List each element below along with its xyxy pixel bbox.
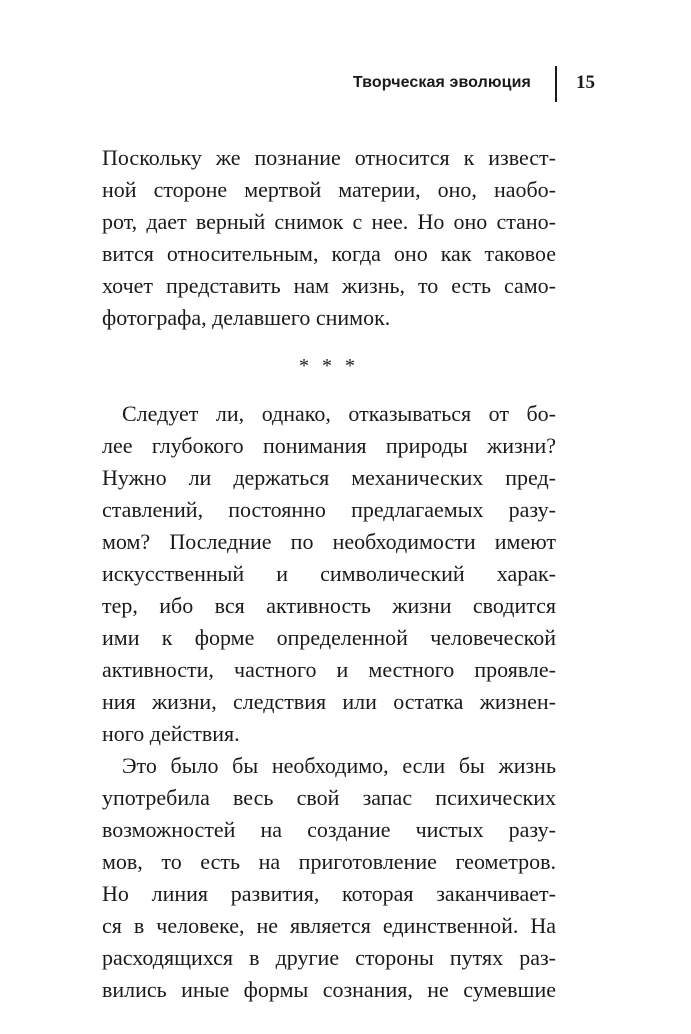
text-line: Нужно ли держаться механических пред-	[102, 465, 556, 490]
text-line: Поскольку же познание относится к извест-	[102, 145, 556, 170]
text-line: вится относительным, когда оно как таковое	[102, 241, 556, 266]
text-line: мов, то есть на приготовление геометров.	[102, 849, 556, 874]
paragraph-1	[102, 142, 556, 334]
text-line: ного действия.	[102, 721, 240, 746]
running-header	[0, 66, 691, 106]
paragraph-2	[102, 398, 556, 750]
text-line: искусственный и символический харак-	[102, 561, 556, 586]
section-break-asterisks: * * *	[299, 355, 359, 377]
paragraph-3	[102, 750, 556, 1006]
running-title: Творческая эволюция	[352, 74, 531, 91]
text-line: лее глубокого понимания природы жизни?	[102, 433, 556, 458]
body-text	[102, 142, 556, 1006]
text-line: Это было бы необходимо, если бы жизнь	[122, 753, 556, 778]
text-line: активности, частного и местного проявле-	[102, 657, 556, 682]
text-line: хочет представить нам жизнь, то есть само-	[102, 273, 556, 298]
text-line: ставлений, постоянно предлагаемых разу-	[102, 497, 556, 522]
text-line: ся в человеке, не является единственной. На	[102, 913, 556, 938]
text-line: рот, дает верный снимок с нее. Но оно стано-	[102, 209, 556, 234]
text-line: ния жизни, следствия или остатка жизнен-	[102, 689, 556, 714]
text-line: Но линия развития, которая заканчивает-	[102, 881, 556, 906]
page-number: 15	[576, 72, 595, 93]
header-divider	[555, 66, 557, 102]
text-line: употребила весь свой запас психических	[102, 785, 556, 810]
text-line: расходящихся в другие стороны путях раз-	[102, 945, 556, 970]
text-line: тер, ибо вся активность жизни сводится	[102, 593, 556, 618]
text-line: вились иные формы сознания, не сумевшие	[102, 977, 556, 1002]
text-line: Следует ли, однако, отказываться от бо-	[122, 401, 556, 426]
text-line: ими к форме определенной человеческой	[102, 625, 556, 650]
text-line: возможностей на создание чистых разу-	[102, 817, 556, 842]
text-line: фотографа, делавшего снимок.	[102, 305, 391, 330]
text-line: ной стороне мертвой материи, оно, наобо-	[102, 177, 556, 202]
text-line: мом? Последние по необходимости имеют	[102, 529, 556, 554]
